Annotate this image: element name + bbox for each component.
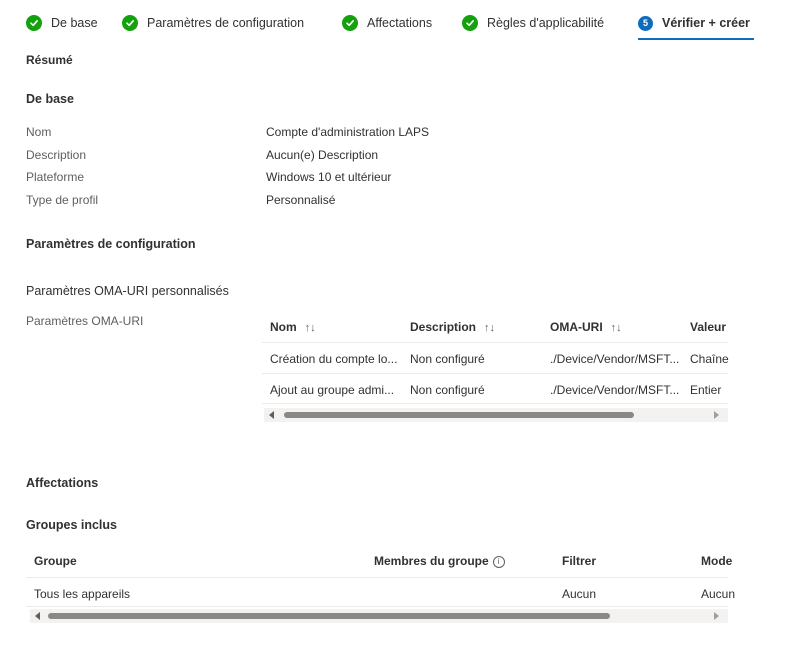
divider bbox=[26, 577, 728, 578]
column-header-valeur[interactable]: Valeur bbox=[690, 320, 727, 334]
checkmark-icon bbox=[122, 15, 138, 31]
table-cell: Création du compte lo... bbox=[270, 352, 398, 366]
summary-title: Résumé bbox=[26, 53, 73, 67]
scrollbar-thumb[interactable] bbox=[284, 412, 634, 418]
checkmark-icon bbox=[26, 15, 42, 31]
tab-label: Paramètres de configuration bbox=[147, 16, 305, 30]
column-header-filtrer[interactable]: Filtrer bbox=[562, 554, 597, 568]
table-cell: Non configuré bbox=[410, 383, 485, 397]
basics-title: De base bbox=[26, 92, 74, 106]
scroll-left-icon[interactable] bbox=[269, 411, 274, 419]
sort-icon[interactable]: ↑↓ bbox=[610, 322, 622, 334]
checkmark-icon bbox=[342, 15, 358, 31]
table-cell: Tous les appareils bbox=[34, 587, 131, 601]
table-cell: Ajout au groupe admi... bbox=[270, 383, 395, 397]
divider bbox=[262, 342, 728, 343]
basics-value-description: Aucun(e) Description bbox=[266, 148, 379, 162]
sort-icon[interactable]: ↑↓ bbox=[484, 322, 496, 334]
column-header-description[interactable]: Description ↑↓ bbox=[410, 320, 496, 334]
oma-uri-label: Paramètres OMA-URI bbox=[26, 314, 144, 328]
column-header-mode[interactable]: Mode bbox=[701, 554, 733, 568]
step-number-badge: 5 bbox=[638, 16, 653, 31]
checkmark-icon bbox=[462, 15, 478, 31]
assignments-title: Affectations bbox=[26, 476, 99, 490]
tab-de-base[interactable] bbox=[26, 14, 98, 32]
basics-label-plateforme: Plateforme bbox=[26, 170, 85, 184]
table-cell: Non configuré bbox=[410, 352, 485, 366]
scroll-left-icon[interactable] bbox=[35, 612, 40, 620]
scroll-right-icon[interactable] bbox=[714, 612, 719, 620]
config-title: Paramètres de configuration bbox=[26, 237, 196, 251]
column-header-membres[interactable]: Membres du groupe i bbox=[374, 554, 505, 568]
basics-label-type-profil: Type de profil bbox=[26, 193, 99, 207]
tab-affectations[interactable] bbox=[342, 14, 432, 32]
included-groups-title: Groupes inclus bbox=[26, 518, 117, 532]
tab-label: Règles d'applicabilité bbox=[487, 16, 605, 30]
divider bbox=[262, 373, 728, 374]
tab-label: Vérifier + créer bbox=[662, 16, 750, 30]
active-tab-indicator bbox=[638, 38, 754, 40]
column-header-groupe[interactable]: Groupe bbox=[34, 554, 77, 568]
tab-regles-applicabilite[interactable] bbox=[462, 14, 604, 32]
tab-label: Affectations bbox=[367, 16, 433, 30]
table-cell: Aucun bbox=[701, 587, 736, 601]
info-icon[interactable]: i bbox=[493, 556, 505, 568]
column-header-nom[interactable]: Nom ↑↓ bbox=[270, 320, 316, 334]
basics-label-description: Description bbox=[26, 148, 87, 162]
table-cell: ./Device/Vendor/MSFT... bbox=[550, 383, 680, 397]
table-cell: Chaîne bbox=[690, 352, 729, 366]
tab-label: De base bbox=[51, 16, 98, 30]
column-header-oma-uri[interactable]: OMA-URI ↑↓ bbox=[550, 320, 622, 334]
basics-value-nom: Compte d'administration LAPS bbox=[266, 125, 430, 139]
scroll-right-icon[interactable] bbox=[714, 411, 719, 419]
divider bbox=[26, 606, 728, 607]
basics-label-nom: Nom bbox=[26, 125, 52, 139]
table-cell: Aucun bbox=[562, 587, 597, 601]
tab-verifier-creer[interactable] bbox=[638, 14, 750, 32]
sort-icon[interactable]: ↑↓ bbox=[304, 322, 316, 334]
table-cell: ./Device/Vendor/MSFT... bbox=[550, 352, 680, 366]
basics-value-type-profil: Personnalisé bbox=[266, 193, 336, 207]
scrollbar-thumb[interactable] bbox=[48, 613, 610, 619]
basics-value-plateforme: Windows 10 et ultérieur bbox=[266, 170, 392, 184]
divider bbox=[262, 403, 728, 404]
tab-parametres-configuration[interactable] bbox=[122, 14, 304, 32]
config-subtitle: Paramètres OMA-URI personnalisés bbox=[26, 284, 229, 298]
table-cell: Entier bbox=[690, 383, 722, 397]
